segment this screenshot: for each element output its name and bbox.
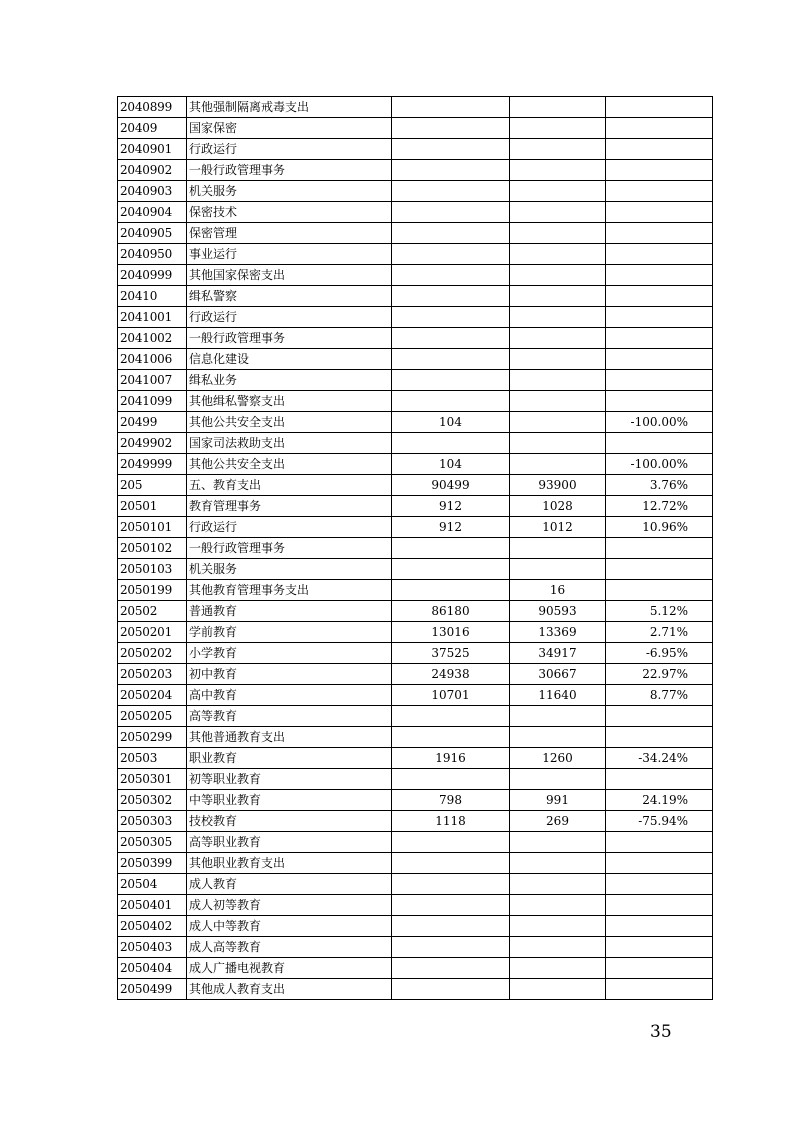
value-cell-2: 1028 bbox=[510, 496, 606, 517]
code-cell: 2050201 bbox=[118, 622, 187, 643]
percent-change-cell: 12.72% bbox=[606, 496, 713, 517]
name-cell: 缉私业务 bbox=[187, 370, 392, 391]
name-cell: 成人高等教育 bbox=[187, 937, 392, 958]
value-cell-2: 30667 bbox=[510, 664, 606, 685]
table-row bbox=[118, 580, 713, 601]
percent-change-cell bbox=[606, 307, 713, 328]
name-cell: 高等教育 bbox=[187, 706, 392, 727]
table-row bbox=[118, 559, 713, 580]
table-row bbox=[118, 622, 713, 643]
value-cell-2 bbox=[510, 895, 606, 916]
value-cell-1: 912 bbox=[392, 517, 510, 538]
value-cell-2 bbox=[510, 223, 606, 244]
percent-change-cell: 5.12% bbox=[606, 601, 713, 622]
name-cell: 行政运行 bbox=[187, 307, 392, 328]
value-cell-1 bbox=[392, 937, 510, 958]
value-cell-2: 11640 bbox=[510, 685, 606, 706]
code-cell: 20409 bbox=[118, 118, 187, 139]
code-cell: 2041007 bbox=[118, 370, 187, 391]
value-cell-1 bbox=[392, 580, 510, 601]
table-row bbox=[118, 517, 713, 538]
value-cell-1 bbox=[392, 538, 510, 559]
percent-change-cell bbox=[606, 265, 713, 286]
code-cell: 20502 bbox=[118, 601, 187, 622]
code-cell: 2041002 bbox=[118, 328, 187, 349]
percent-change-cell bbox=[606, 958, 713, 979]
name-cell: 教育管理事务 bbox=[187, 496, 392, 517]
name-cell: 信息化建设 bbox=[187, 349, 392, 370]
percent-change-cell: -100.00% bbox=[606, 454, 713, 475]
value-cell-1 bbox=[392, 349, 510, 370]
table-row bbox=[118, 454, 713, 475]
percent-change-cell bbox=[606, 895, 713, 916]
budget-table bbox=[117, 96, 713, 1000]
value-cell-2 bbox=[510, 391, 606, 412]
percent-change-cell bbox=[606, 832, 713, 853]
percent-change-cell: 3.76% bbox=[606, 475, 713, 496]
value-cell-2 bbox=[510, 937, 606, 958]
value-cell-1: 10701 bbox=[392, 685, 510, 706]
table-row bbox=[118, 223, 713, 244]
code-cell: 20504 bbox=[118, 874, 187, 895]
value-cell-1 bbox=[392, 559, 510, 580]
code-cell: 2050202 bbox=[118, 643, 187, 664]
value-cell-1 bbox=[392, 853, 510, 874]
code-cell: 20499 bbox=[118, 412, 187, 433]
value-cell-2 bbox=[510, 118, 606, 139]
table-row bbox=[118, 202, 713, 223]
code-cell: 2040999 bbox=[118, 265, 187, 286]
percent-change-cell bbox=[606, 181, 713, 202]
percent-change-cell bbox=[606, 874, 713, 895]
value-cell-1 bbox=[392, 286, 510, 307]
table-row bbox=[118, 496, 713, 517]
code-cell: 2050399 bbox=[118, 853, 187, 874]
value-cell-1 bbox=[392, 433, 510, 454]
name-cell: 保密管理 bbox=[187, 223, 392, 244]
code-cell: 2050403 bbox=[118, 937, 187, 958]
value-cell-2 bbox=[510, 97, 606, 118]
percent-change-cell bbox=[606, 244, 713, 265]
value-cell-1 bbox=[392, 832, 510, 853]
value-cell-2 bbox=[510, 328, 606, 349]
percent-change-cell bbox=[606, 160, 713, 181]
value-cell-2 bbox=[510, 706, 606, 727]
table-row bbox=[118, 181, 713, 202]
percent-change-cell bbox=[606, 727, 713, 748]
table-row bbox=[118, 958, 713, 979]
code-cell: 2050305 bbox=[118, 832, 187, 853]
table-row bbox=[118, 769, 713, 790]
table-row bbox=[118, 370, 713, 391]
value-cell-1: 104 bbox=[392, 412, 510, 433]
code-cell: 2041099 bbox=[118, 391, 187, 412]
value-cell-2 bbox=[510, 412, 606, 433]
value-cell-2 bbox=[510, 916, 606, 937]
percent-change-cell bbox=[606, 223, 713, 244]
value-cell-2 bbox=[510, 244, 606, 265]
code-cell: 2050303 bbox=[118, 811, 187, 832]
value-cell-2 bbox=[510, 559, 606, 580]
name-cell: 初等职业教育 bbox=[187, 769, 392, 790]
name-cell: 其他成人教育支出 bbox=[187, 979, 392, 1000]
table-row bbox=[118, 790, 713, 811]
value-cell-2: 93900 bbox=[510, 475, 606, 496]
percent-change-cell: -6.95% bbox=[606, 643, 713, 664]
value-cell-2 bbox=[510, 538, 606, 559]
code-cell: 2040950 bbox=[118, 244, 187, 265]
name-cell: 职业教育 bbox=[187, 748, 392, 769]
value-cell-1 bbox=[392, 874, 510, 895]
name-cell: 普通教育 bbox=[187, 601, 392, 622]
code-cell: 2050401 bbox=[118, 895, 187, 916]
value-cell-2 bbox=[510, 769, 606, 790]
value-cell-1 bbox=[392, 307, 510, 328]
percent-change-cell: -75.94% bbox=[606, 811, 713, 832]
value-cell-2 bbox=[510, 832, 606, 853]
code-cell: 2040899 bbox=[118, 97, 187, 118]
percent-change-cell bbox=[606, 853, 713, 874]
table-row bbox=[118, 664, 713, 685]
name-cell: 成人广播电视教育 bbox=[187, 958, 392, 979]
table-row bbox=[118, 979, 713, 1000]
code-cell: 2050199 bbox=[118, 580, 187, 601]
name-cell: 小学教育 bbox=[187, 643, 392, 664]
value-cell-1: 104 bbox=[392, 454, 510, 475]
value-cell-1: 13016 bbox=[392, 622, 510, 643]
value-cell-2 bbox=[510, 307, 606, 328]
percent-change-cell bbox=[606, 118, 713, 139]
table-row bbox=[118, 916, 713, 937]
percent-change-cell bbox=[606, 97, 713, 118]
code-cell: 2050103 bbox=[118, 559, 187, 580]
percent-change-cell: 10.96% bbox=[606, 517, 713, 538]
table-row bbox=[118, 118, 713, 139]
name-cell: 中等职业教育 bbox=[187, 790, 392, 811]
code-cell: 2050404 bbox=[118, 958, 187, 979]
value-cell-2: 269 bbox=[510, 811, 606, 832]
value-cell-1 bbox=[392, 328, 510, 349]
code-cell: 2050203 bbox=[118, 664, 187, 685]
page-number: 35 bbox=[650, 1022, 672, 1042]
percent-change-cell bbox=[606, 328, 713, 349]
value-cell-1 bbox=[392, 160, 510, 181]
name-cell: 国家司法救助支出 bbox=[187, 433, 392, 454]
value-cell-2 bbox=[510, 370, 606, 391]
code-cell: 2050299 bbox=[118, 727, 187, 748]
value-cell-1: 86180 bbox=[392, 601, 510, 622]
value-cell-2 bbox=[510, 853, 606, 874]
percent-change-cell bbox=[606, 370, 713, 391]
code-cell: 2050205 bbox=[118, 706, 187, 727]
code-cell: 2050499 bbox=[118, 979, 187, 1000]
value-cell-1 bbox=[392, 139, 510, 160]
percent-change-cell bbox=[606, 538, 713, 559]
value-cell-2 bbox=[510, 181, 606, 202]
name-cell: 其他职业教育支出 bbox=[187, 853, 392, 874]
percent-change-cell bbox=[606, 286, 713, 307]
value-cell-2: 16 bbox=[510, 580, 606, 601]
value-cell-1: 912 bbox=[392, 496, 510, 517]
name-cell: 机关服务 bbox=[187, 559, 392, 580]
table-row bbox=[118, 685, 713, 706]
code-cell: 2050101 bbox=[118, 517, 187, 538]
name-cell: 缉私警察 bbox=[187, 286, 392, 307]
value-cell-1: 37525 bbox=[392, 643, 510, 664]
table-row bbox=[118, 412, 713, 433]
name-cell: 其他普通教育支出 bbox=[187, 727, 392, 748]
name-cell: 初中教育 bbox=[187, 664, 392, 685]
code-cell: 2050302 bbox=[118, 790, 187, 811]
value-cell-2 bbox=[510, 349, 606, 370]
table-row bbox=[118, 475, 713, 496]
value-cell-1 bbox=[392, 97, 510, 118]
table-row bbox=[118, 349, 713, 370]
table-row bbox=[118, 832, 713, 853]
name-cell: 行政运行 bbox=[187, 517, 392, 538]
table-row bbox=[118, 139, 713, 160]
value-cell-2: 34917 bbox=[510, 643, 606, 664]
percent-change-cell bbox=[606, 559, 713, 580]
percent-change-cell bbox=[606, 916, 713, 937]
code-cell: 2040903 bbox=[118, 181, 187, 202]
name-cell: 其他公共安全支出 bbox=[187, 454, 392, 475]
name-cell: 机关服务 bbox=[187, 181, 392, 202]
value-cell-1 bbox=[392, 391, 510, 412]
value-cell-1 bbox=[392, 916, 510, 937]
code-cell: 205 bbox=[118, 475, 187, 496]
code-cell: 2040901 bbox=[118, 139, 187, 160]
name-cell: 事业运行 bbox=[187, 244, 392, 265]
percent-change-cell bbox=[606, 433, 713, 454]
percent-change-cell bbox=[606, 937, 713, 958]
value-cell-1 bbox=[392, 181, 510, 202]
value-cell-2 bbox=[510, 265, 606, 286]
code-cell: 2040905 bbox=[118, 223, 187, 244]
percent-change-cell: -100.00% bbox=[606, 412, 713, 433]
table-body bbox=[118, 97, 713, 1000]
value-cell-1 bbox=[392, 727, 510, 748]
value-cell-2 bbox=[510, 727, 606, 748]
name-cell: 其他缉私警察支出 bbox=[187, 391, 392, 412]
value-cell-1 bbox=[392, 223, 510, 244]
name-cell: 其他强制隔离戒毒支出 bbox=[187, 97, 392, 118]
percent-change-cell: 2.71% bbox=[606, 622, 713, 643]
name-cell: 高中教育 bbox=[187, 685, 392, 706]
code-cell: 2050402 bbox=[118, 916, 187, 937]
table-row bbox=[118, 265, 713, 286]
value-cell-2 bbox=[510, 454, 606, 475]
name-cell: 行政运行 bbox=[187, 139, 392, 160]
name-cell: 其他公共安全支出 bbox=[187, 412, 392, 433]
code-cell: 2050301 bbox=[118, 769, 187, 790]
value-cell-1 bbox=[392, 958, 510, 979]
value-cell-2: 1260 bbox=[510, 748, 606, 769]
table-row bbox=[118, 727, 713, 748]
value-cell-1 bbox=[392, 202, 510, 223]
table-row bbox=[118, 97, 713, 118]
code-cell: 2041001 bbox=[118, 307, 187, 328]
percent-change-cell bbox=[606, 580, 713, 601]
percent-change-cell bbox=[606, 202, 713, 223]
value-cell-1 bbox=[392, 370, 510, 391]
value-cell-2: 13369 bbox=[510, 622, 606, 643]
name-cell: 一般行政管理事务 bbox=[187, 328, 392, 349]
table-row bbox=[118, 853, 713, 874]
name-cell: 其他国家保密支出 bbox=[187, 265, 392, 286]
name-cell: 高等职业教育 bbox=[187, 832, 392, 853]
value-cell-1 bbox=[392, 265, 510, 286]
code-cell: 20410 bbox=[118, 286, 187, 307]
name-cell: 一般行政管理事务 bbox=[187, 538, 392, 559]
value-cell-2 bbox=[510, 874, 606, 895]
name-cell: 国家保密 bbox=[187, 118, 392, 139]
code-cell: 20503 bbox=[118, 748, 187, 769]
value-cell-2: 90593 bbox=[510, 601, 606, 622]
value-cell-1: 24938 bbox=[392, 664, 510, 685]
name-cell: 五、教育支出 bbox=[187, 475, 392, 496]
name-cell: 学前教育 bbox=[187, 622, 392, 643]
value-cell-2 bbox=[510, 958, 606, 979]
percent-change-cell bbox=[606, 349, 713, 370]
value-cell-2 bbox=[510, 202, 606, 223]
value-cell-1: 1916 bbox=[392, 748, 510, 769]
code-cell: 20501 bbox=[118, 496, 187, 517]
value-cell-1 bbox=[392, 769, 510, 790]
code-cell: 2050102 bbox=[118, 538, 187, 559]
table-row bbox=[118, 328, 713, 349]
value-cell-2 bbox=[510, 979, 606, 1000]
code-cell: 2041006 bbox=[118, 349, 187, 370]
table-row bbox=[118, 874, 713, 895]
percent-change-cell bbox=[606, 391, 713, 412]
percent-change-cell bbox=[606, 769, 713, 790]
value-cell-1 bbox=[392, 118, 510, 139]
name-cell: 保密技术 bbox=[187, 202, 392, 223]
table-row bbox=[118, 748, 713, 769]
code-cell: 2040904 bbox=[118, 202, 187, 223]
table-row bbox=[118, 433, 713, 454]
code-cell: 2049999 bbox=[118, 454, 187, 475]
table-row bbox=[118, 643, 713, 664]
table-row bbox=[118, 601, 713, 622]
percent-change-cell: 24.19% bbox=[606, 790, 713, 811]
percent-change-cell bbox=[606, 139, 713, 160]
name-cell: 其他教育管理事务支出 bbox=[187, 580, 392, 601]
value-cell-2 bbox=[510, 286, 606, 307]
table-row bbox=[118, 391, 713, 412]
table-row bbox=[118, 811, 713, 832]
table-row bbox=[118, 895, 713, 916]
code-cell: 2049902 bbox=[118, 433, 187, 454]
table-row bbox=[118, 160, 713, 181]
name-cell: 成人教育 bbox=[187, 874, 392, 895]
table-row bbox=[118, 706, 713, 727]
value-cell-1 bbox=[392, 244, 510, 265]
value-cell-1 bbox=[392, 979, 510, 1000]
value-cell-2 bbox=[510, 433, 606, 454]
percent-change-cell bbox=[606, 706, 713, 727]
percent-change-cell: -34.24% bbox=[606, 748, 713, 769]
table-row bbox=[118, 538, 713, 559]
percent-change-cell bbox=[606, 979, 713, 1000]
table-row bbox=[118, 937, 713, 958]
value-cell-1: 798 bbox=[392, 790, 510, 811]
code-cell: 2050204 bbox=[118, 685, 187, 706]
name-cell: 一般行政管理事务 bbox=[187, 160, 392, 181]
value-cell-1: 90499 bbox=[392, 475, 510, 496]
name-cell: 技校教育 bbox=[187, 811, 392, 832]
value-cell-2 bbox=[510, 160, 606, 181]
value-cell-1 bbox=[392, 895, 510, 916]
value-cell-2 bbox=[510, 139, 606, 160]
percent-change-cell: 8.77% bbox=[606, 685, 713, 706]
value-cell-2: 991 bbox=[510, 790, 606, 811]
percent-change-cell: 22.97% bbox=[606, 664, 713, 685]
code-cell: 2040902 bbox=[118, 160, 187, 181]
value-cell-1 bbox=[392, 706, 510, 727]
name-cell: 成人中等教育 bbox=[187, 916, 392, 937]
value-cell-2: 1012 bbox=[510, 517, 606, 538]
value-cell-1: 1118 bbox=[392, 811, 510, 832]
table-row bbox=[118, 307, 713, 328]
table-row bbox=[118, 244, 713, 265]
table-row bbox=[118, 286, 713, 307]
name-cell: 成人初等教育 bbox=[187, 895, 392, 916]
